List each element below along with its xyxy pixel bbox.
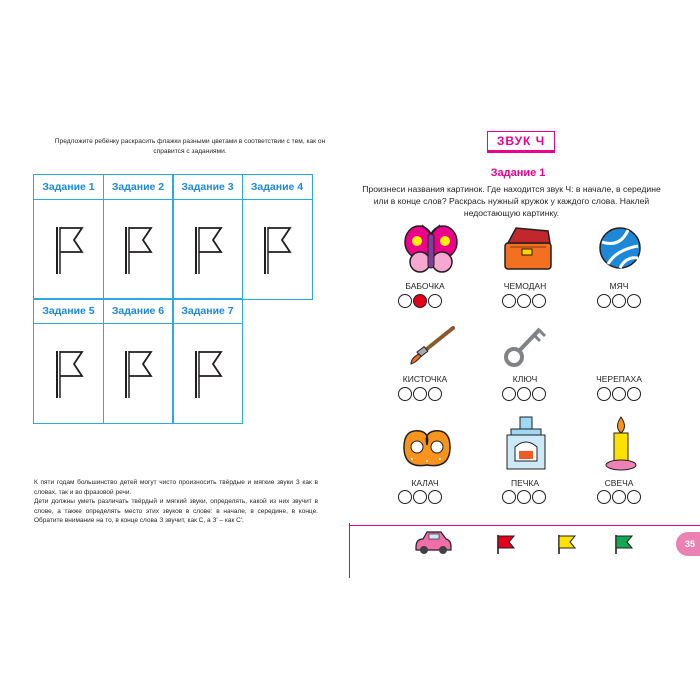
word-label: МЯЧ [609,281,629,291]
task-label: Задание 3 [173,175,242,200]
position-circle[interactable] [517,294,531,308]
position-circle[interactable] [627,294,641,308]
stove-icon [503,415,549,471]
position-circle[interactable] [398,490,412,504]
task-title: Задание 1 [490,167,546,179]
sound-title: ЗВУК Ч [487,131,555,153]
candle-icon [604,415,638,471]
word-label: ЧЕМОДАН [503,281,547,291]
task-grid-row-1 [33,174,311,300]
task-cell [172,298,243,424]
note-paragraph-1: К пяти годам большинство детей могут чисто произносить твёрдые и мягкие звуки З как в словах, так и во фразовой речи. [34,479,318,496]
position-circles [502,294,546,308]
position-circle[interactable] [612,490,626,504]
task-label: Задание 5 [34,299,103,324]
task-label: Задание 7 [173,299,242,324]
position-circle[interactable] [413,490,427,504]
position-circles [502,387,546,401]
key-icon [502,323,550,369]
position-circle[interactable] [517,387,531,401]
butterfly-icon [404,224,458,274]
position-circle[interactable] [532,387,546,401]
position-circle[interactable] [627,490,641,504]
position-circle[interactable] [428,490,442,504]
position-circle[interactable] [612,387,626,401]
instruction-text: Предложите ребёнку раскрасить флажки разными цветами в соответствии с тем, как он справится с заданиями. [54,138,326,155]
car-icon [413,529,453,557]
position-circles [398,294,442,308]
note-paragraph-2: Дети должны уметь различать твёрдый и мягкий звуки, определять, какой из них звучит в слове, а также определять место этих звуков в слове: в начале, в середине, в конце. Обратите внимание на то, в конце слова З звучит, как С, а З' – как С'. [34,498,318,525]
flag-icon[interactable] [260,224,294,276]
position-circles [398,490,442,504]
flag-icon[interactable] [191,224,225,276]
red-flag-icon [495,533,517,555]
parent-note [34,478,318,526]
task-cell [33,174,104,300]
flag-icon[interactable] [121,348,155,400]
flag-icon[interactable] [52,348,86,400]
position-circles [597,387,641,401]
position-circle[interactable] [398,294,412,308]
position-circle[interactable] [502,490,516,504]
position-circles [502,490,546,504]
task-cell [33,298,104,424]
flag-icon[interactable] [52,224,86,276]
task-label: Задание 1 [34,175,103,200]
brush-icon [409,326,457,366]
position-circle[interactable] [413,294,427,308]
task-label: Задание 6 [104,299,173,324]
pretzel-icon [400,425,454,471]
position-circles [398,387,442,401]
flag-icon[interactable] [121,224,155,276]
word-label: КЛЮЧ [512,374,538,384]
position-circles [597,294,641,308]
position-circle[interactable] [597,294,611,308]
word-label: СВЕЧА [604,478,634,488]
position-circle[interactable] [597,490,611,504]
green-flag-icon [613,533,635,555]
task-cell [242,174,313,300]
position-circle[interactable] [612,294,626,308]
position-circle[interactable] [532,294,546,308]
task-cell [103,174,174,300]
word-label: ПЕЧКА [510,478,540,488]
flag-icon[interactable] [191,348,225,400]
position-circle[interactable] [597,387,611,401]
task-instruction: Произнеси названия картинок. Где находится звук Ч: в начале, в середине или в конце слов? Раскрась нужный кружок у каждого слова. Наклей недостающую картинку. [362,184,661,218]
position-circle[interactable] [502,294,516,308]
yellow-flag-icon [556,533,578,555]
position-circle[interactable] [627,387,641,401]
task-grid-row-2 [33,298,242,424]
suitcase-icon [502,225,554,271]
word-label: ЧЕРЕПАХА [596,374,642,384]
position-circle[interactable] [428,387,442,401]
task-cell [103,298,174,424]
position-circle[interactable] [502,387,516,401]
position-circle[interactable] [517,490,531,504]
position-circle[interactable] [428,294,442,308]
page-number: 35 [676,532,700,556]
position-circle[interactable] [398,387,412,401]
ball-icon [598,226,642,270]
task-cell [172,174,243,300]
task-label: Задание 2 [104,175,173,200]
task-label: Задание 4 [243,175,312,200]
word-label: БАБОЧКА [405,281,445,291]
word-label: КИСТОЧКА [402,374,448,384]
position-circle[interactable] [413,387,427,401]
position-circles [597,490,641,504]
position-circle[interactable] [532,490,546,504]
word-label: КАЛАЧ [411,478,439,488]
page-edge-line [349,523,350,578]
page-bottom-rule [349,525,700,526]
